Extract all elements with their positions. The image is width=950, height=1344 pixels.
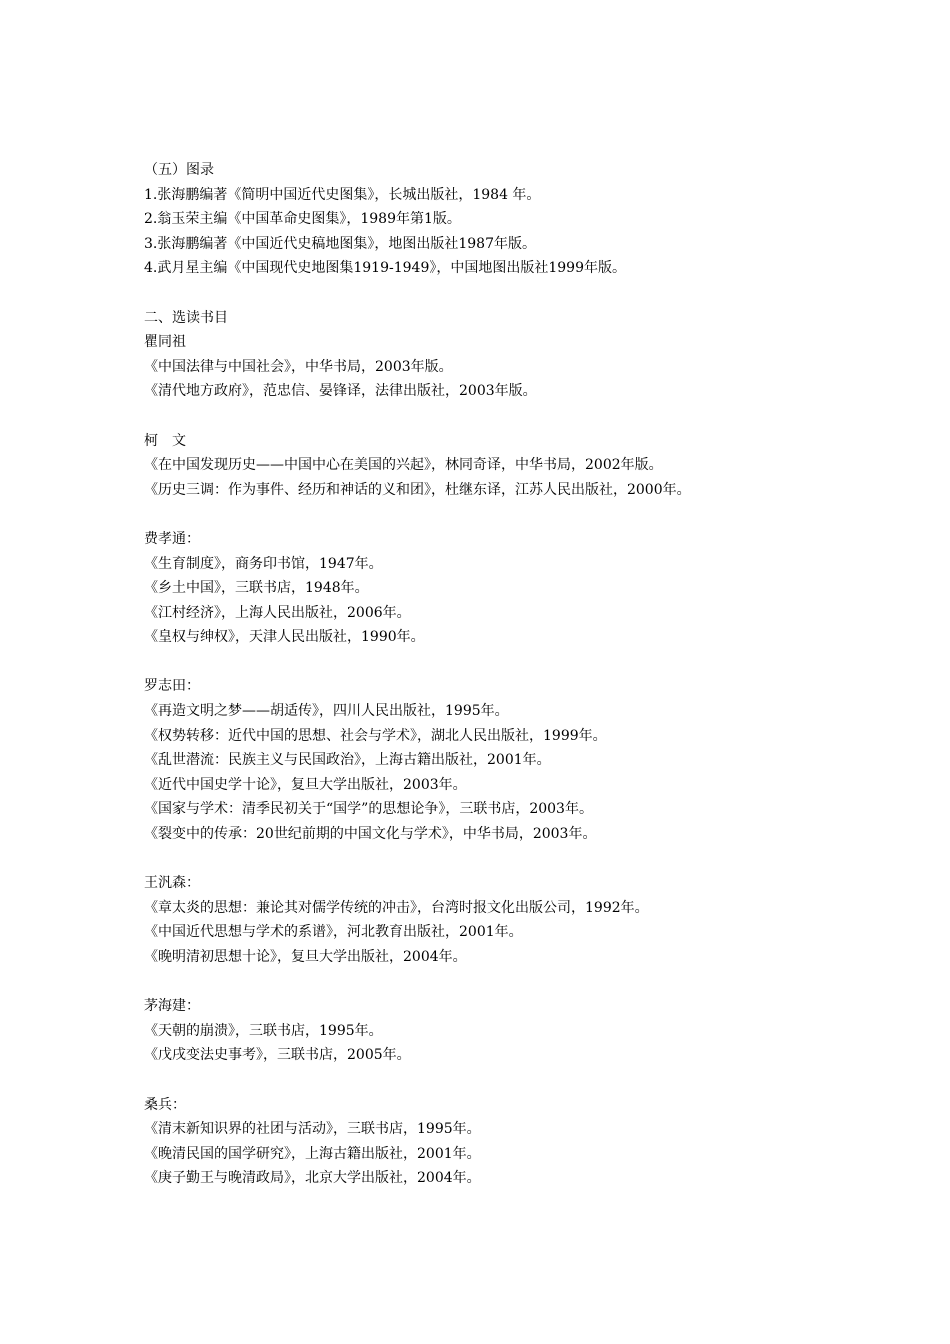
book-entry: 《章太炎的思想：兼论其对儒学传统的冲击》，台湾时报文化出版公司，1992年。 <box>144 899 649 916</box>
book-entry: 《晚清民国的国学研究》，上海古籍出版社，2001年。 <box>144 1145 481 1162</box>
author-name: 瞿同祖 <box>144 334 186 351</box>
book-entry: 《再造文明之梦——胡适传》，四川人民出版社，1995年。 <box>144 703 509 720</box>
blank-line <box>144 1068 904 1093</box>
author-name: 茅海建： <box>144 998 200 1015</box>
book-entry: 《中国法律与中国社会》，中华书局，2003年版。 <box>144 358 453 375</box>
atlas-item: 1.张海鹏编著《简明中国近代史图集》，长城出版社，1984 年。 <box>144 186 541 203</box>
book-entry: 《中国近代思想与学术的系谱》，河北教育出版社，2001年。 <box>144 924 523 941</box>
book-entry: 《戊戌变法史事考》，三联书店，2005年。 <box>144 1047 411 1064</box>
book-entry: 《清末新知识界的社团与活动》，三联书店，1995年。 <box>144 1121 481 1138</box>
book-entry: 《历史三调：作为事件、经历和神话的义和团》，杜继东译，江苏人民出版社，2000年。 <box>144 481 691 498</box>
section-heading-atlas: （五）图录 <box>144 162 214 178</box>
book-entry: 《在中国发现历史——中国中心在美国的兴起》，林同奇译，中华书局，2002年版。 <box>144 457 663 474</box>
atlas-item: 2.翁玉荣主编《中国革命史图集》，1989年第1版。 <box>144 211 461 228</box>
book-entry: 《皇权与绅权》，天津人民出版社，1990年。 <box>144 629 425 646</box>
blank-line <box>144 404 904 429</box>
blank-line <box>144 847 904 872</box>
author-name: 柯 文 <box>144 432 186 449</box>
book-entry: 《江村经济》，上海人民出版社，2006年。 <box>144 604 411 621</box>
section-heading-reading: 二、选读书目 <box>144 309 228 326</box>
blank-line <box>144 502 904 527</box>
author-name: 桑兵： <box>144 1096 186 1113</box>
document-page <box>144 158 904 1191</box>
author-name: 罗志田： <box>144 678 200 695</box>
blank-line <box>144 281 904 306</box>
book-entry: 《生育制度》，商务印书馆，1947年。 <box>144 555 383 572</box>
author-name: 费孝通： <box>144 530 200 547</box>
book-entry: 《清代地方政府》，范忠信、晏锋译，法律出版社，2003年版。 <box>144 383 537 400</box>
blank-line <box>144 970 904 995</box>
blank-line <box>144 650 904 675</box>
book-entry: 《晚明清初思想十论》，复旦大学出版社，2004年。 <box>144 949 467 965</box>
book-entry: 《裂变中的传承：20世纪前期的中国文化与学术》，中华书局，2003年。 <box>144 826 597 843</box>
atlas-item: 3.张海鹏编著《中国近代史稿地图集》，地图出版社1987年版。 <box>144 235 536 252</box>
author-name: 王汎森： <box>144 875 200 892</box>
book-entry: 《乱世潜流：民族主义与民国政治》，上海古籍出版社，2001年。 <box>144 752 551 769</box>
book-entry: 《国家与学术：清季民初关于“国学”的思想论争》，三联书店，2003年。 <box>144 801 593 818</box>
book-entry: 《权势转移：近代中国的思想、社会与学术》，湖北人民出版社，1999年。 <box>144 727 607 744</box>
book-entry: 《天朝的崩溃》，三联书店，1995年。 <box>144 1022 383 1039</box>
book-entry: 《庚子勤王与晚清政局》，北京大学出版社，2004年。 <box>144 1170 481 1187</box>
book-entry: 《乡土中国》，三联书店，1948年。 <box>144 580 369 597</box>
book-entry: 《近代中国史学十论》，复旦大学出版社，2003年。 <box>144 776 467 793</box>
atlas-item: 4.武月星主编《中国现代史地图集1919-1949》，中国地图出版社1999年版。 <box>144 260 626 277</box>
